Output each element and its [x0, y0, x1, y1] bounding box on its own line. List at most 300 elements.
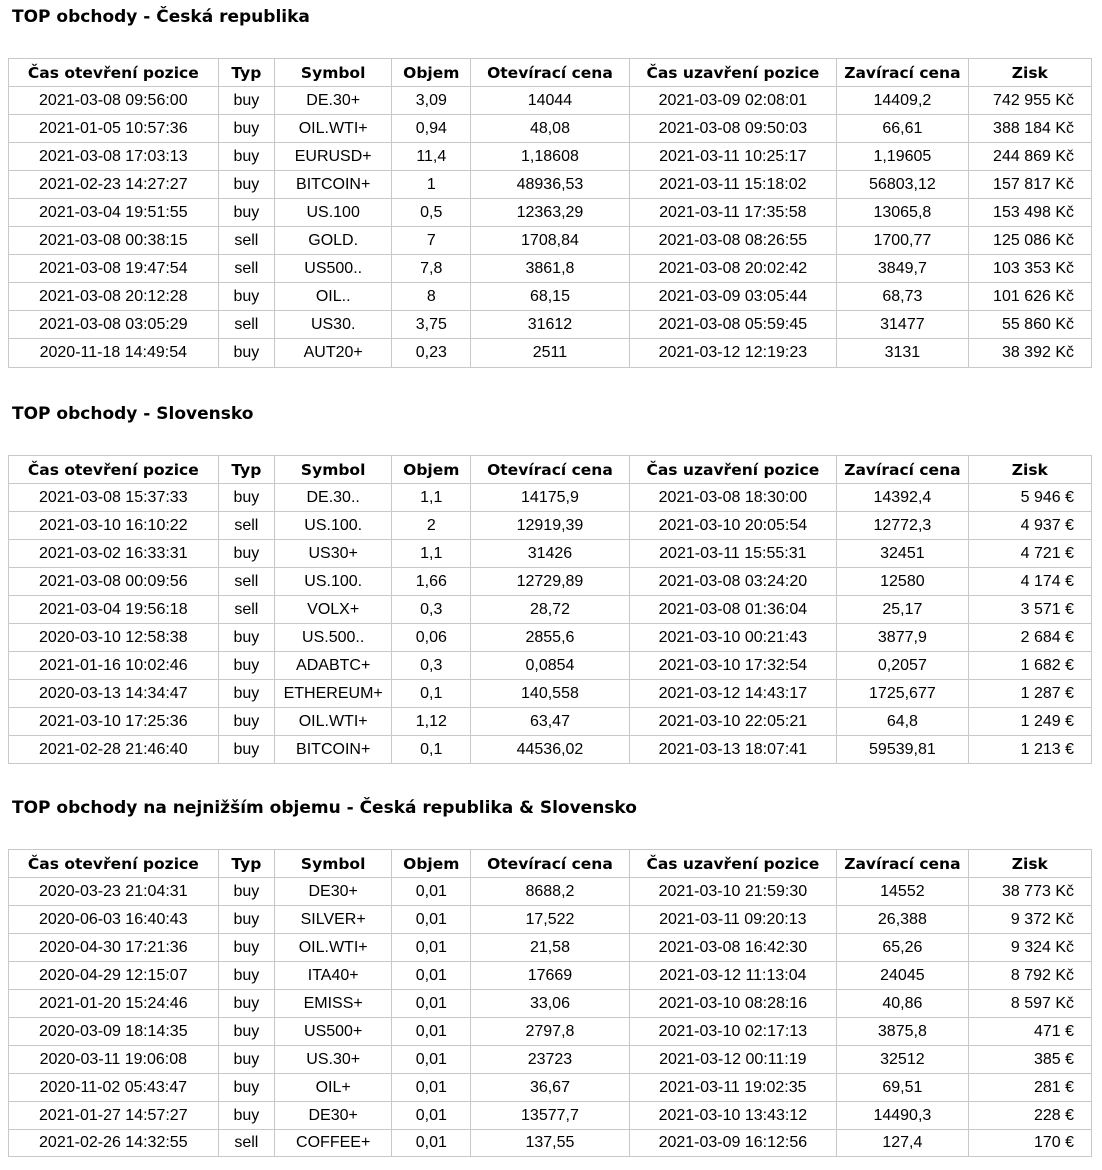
col-volume-cell: 2 — [392, 512, 471, 540]
col-close-price-cell: 1725,677 — [837, 680, 969, 708]
col-profit-cell: 5 946 € — [968, 484, 1091, 512]
col-open-time-cell: 2021-01-20 15:24:46 — [9, 990, 219, 1018]
col-symbol-cell: US.500.. — [275, 624, 392, 652]
col-open-time-cell: 2020-11-02 05:43:47 — [9, 1074, 219, 1102]
col-open-price-cell: 137,55 — [471, 1130, 629, 1157]
col-type-cell: sell — [218, 512, 275, 540]
section-title-lowest-volume: TOP obchody na nejnižším objemu - Česká republika & Slovensko — [12, 798, 637, 818]
col-type-cell: sell — [218, 227, 275, 255]
table-row — [9, 484, 1092, 512]
col-profit-cell: 385 € — [968, 1046, 1091, 1074]
col-close-price-header: Zavírací cena — [837, 59, 969, 87]
col-close-price-cell: 56803,12 — [837, 171, 969, 199]
col-close-time-cell: 2021-03-10 00:21:43 — [629, 624, 837, 652]
col-volume-cell: 3,09 — [392, 87, 471, 115]
col-symbol-header: Symbol — [275, 456, 392, 484]
col-close-price-cell: 40,86 — [837, 990, 969, 1018]
col-open-time-cell: 2021-01-16 10:02:46 — [9, 652, 219, 680]
col-type-cell: buy — [218, 624, 275, 652]
col-profit-header: Zisk — [968, 456, 1091, 484]
col-close-price-cell: 1,19605 — [837, 143, 969, 171]
col-volume-header: Objem — [392, 850, 471, 878]
col-symbol-cell: DE30+ — [275, 1102, 392, 1130]
col-open-price-cell: 3861,8 — [471, 255, 629, 283]
col-close-price-header: Zavírací cena — [837, 850, 969, 878]
col-close-time-header: Čas uzavření pozice — [629, 59, 837, 87]
col-profit-cell: 101 626 Kč — [968, 283, 1091, 311]
col-open-price-cell: 12363,29 — [471, 199, 629, 227]
col-volume-cell: 0,01 — [392, 962, 471, 990]
col-open-time-cell: 2021-03-08 20:12:28 — [9, 283, 219, 311]
col-type-header: Typ — [218, 850, 275, 878]
col-profit-cell: 742 955 Kč — [968, 87, 1091, 115]
col-open-time-cell: 2021-02-26 14:32:55 — [9, 1130, 219, 1157]
header-row — [9, 456, 1092, 484]
col-open-price-cell: 8688,2 — [471, 878, 629, 906]
col-profit-cell: 157 817 Kč — [968, 171, 1091, 199]
table-row — [9, 227, 1092, 255]
col-type-cell: buy — [218, 1018, 275, 1046]
col-type-cell: buy — [218, 87, 275, 115]
table-row — [9, 962, 1092, 990]
col-volume-cell: 0,23 — [392, 339, 471, 368]
col-open-price-cell: 2855,6 — [471, 624, 629, 652]
col-open-time-cell: 2020-03-09 18:14:35 — [9, 1018, 219, 1046]
col-close-price-cell: 3877,9 — [837, 624, 969, 652]
col-open-price-cell: 13577,7 — [471, 1102, 629, 1130]
col-close-price-cell: 12580 — [837, 568, 969, 596]
col-symbol-cell: OIL.. — [275, 283, 392, 311]
col-close-time-cell: 2021-03-08 16:42:30 — [629, 934, 837, 962]
col-open-time-cell: 2020-04-30 17:21:36 — [9, 934, 219, 962]
col-symbol-cell: EURUSD+ — [275, 143, 392, 171]
col-type-cell: buy — [218, 962, 275, 990]
col-profit-cell: 3 571 € — [968, 596, 1091, 624]
col-open-price-cell: 2511 — [471, 339, 629, 368]
col-open-price-cell: 1,18608 — [471, 143, 629, 171]
col-type-cell: buy — [218, 484, 275, 512]
col-profit-cell: 38 392 Kč — [968, 339, 1091, 368]
col-open-price-cell: 14044 — [471, 87, 629, 115]
col-close-price-header: Zavírací cena — [837, 456, 969, 484]
col-volume-cell: 0,3 — [392, 596, 471, 624]
table-row — [9, 652, 1092, 680]
col-symbol-cell: EMISS+ — [275, 990, 392, 1018]
col-profit-cell: 388 184 Kč — [968, 115, 1091, 143]
col-volume-cell: 0,01 — [392, 1102, 471, 1130]
col-volume-cell: 7 — [392, 227, 471, 255]
col-close-price-cell: 14392,4 — [837, 484, 969, 512]
col-open-price-cell: 68,15 — [471, 283, 629, 311]
col-open-time-cell: 2020-03-23 21:04:31 — [9, 878, 219, 906]
col-close-time-cell: 2021-03-10 22:05:21 — [629, 708, 837, 736]
col-symbol-header: Symbol — [275, 59, 392, 87]
col-volume-cell: 0,1 — [392, 680, 471, 708]
col-open-time-cell: 2020-03-13 14:34:47 — [9, 680, 219, 708]
col-close-time-cell: 2021-03-11 17:35:58 — [629, 199, 837, 227]
col-type-cell: buy — [218, 199, 275, 227]
col-open-time-cell: 2020-03-10 12:58:38 — [9, 624, 219, 652]
col-open-price-cell: 12729,89 — [471, 568, 629, 596]
col-open-time-cell: 2021-03-02 16:33:31 — [9, 540, 219, 568]
col-symbol-cell: US.30+ — [275, 1046, 392, 1074]
col-type-cell: buy — [218, 283, 275, 311]
col-type-cell: buy — [218, 143, 275, 171]
table-row — [9, 339, 1092, 368]
col-type-cell: buy — [218, 540, 275, 568]
col-close-time-cell: 2021-03-11 10:25:17 — [629, 143, 837, 171]
table-row — [9, 990, 1092, 1018]
col-open-price-cell: 2797,8 — [471, 1018, 629, 1046]
col-volume-cell: 0,01 — [392, 1130, 471, 1157]
col-open-time-cell: 2021-03-10 17:25:36 — [9, 708, 219, 736]
col-open-price-cell: 21,58 — [471, 934, 629, 962]
col-open-price-cell: 12919,39 — [471, 512, 629, 540]
col-open-time-header: Čas otevření pozice — [9, 456, 219, 484]
col-close-time-cell: 2021-03-08 03:24:20 — [629, 568, 837, 596]
table-row — [9, 143, 1092, 171]
table-row — [9, 1130, 1092, 1157]
col-type-cell: sell — [218, 1130, 275, 1157]
col-symbol-cell: ADABTC+ — [275, 652, 392, 680]
col-close-price-cell: 69,51 — [837, 1074, 969, 1102]
col-symbol-cell: VOLX+ — [275, 596, 392, 624]
col-open-time-cell: 2021-03-08 00:38:15 — [9, 227, 219, 255]
table-row — [9, 311, 1092, 339]
col-volume-cell: 0,5 — [392, 199, 471, 227]
header-row — [9, 59, 1092, 87]
col-close-time-cell: 2021-03-10 08:28:16 — [629, 990, 837, 1018]
col-close-price-cell: 68,73 — [837, 283, 969, 311]
col-type-cell: buy — [218, 680, 275, 708]
col-symbol-cell: ETHEREUM+ — [275, 680, 392, 708]
section-title-cz: TOP obchody - Česká republika — [12, 7, 310, 27]
col-open-time-header: Čas otevření pozice — [9, 59, 219, 87]
col-open-time-cell: 2021-01-05 10:57:36 — [9, 115, 219, 143]
col-symbol-cell: US.100. — [275, 568, 392, 596]
section-title-sk: TOP obchody - Slovensko — [12, 404, 254, 424]
table-row — [9, 199, 1092, 227]
col-symbol-cell: US500+ — [275, 1018, 392, 1046]
col-profit-cell: 4 937 € — [968, 512, 1091, 540]
table-row — [9, 540, 1092, 568]
col-volume-cell: 0,01 — [392, 878, 471, 906]
col-profit-cell: 1 287 € — [968, 680, 1091, 708]
col-open-time-cell: 2021-03-08 19:47:54 — [9, 255, 219, 283]
col-close-price-cell: 26,388 — [837, 906, 969, 934]
col-symbol-cell: BITCOIN+ — [275, 736, 392, 764]
col-close-price-cell: 25,17 — [837, 596, 969, 624]
col-volume-cell: 0,01 — [392, 990, 471, 1018]
col-volume-cell: 0,01 — [392, 1074, 471, 1102]
col-close-price-cell: 12772,3 — [837, 512, 969, 540]
col-open-price-cell: 14175,9 — [471, 484, 629, 512]
col-volume-cell: 1,1 — [392, 540, 471, 568]
col-symbol-cell: OIL.WTI+ — [275, 115, 392, 143]
col-close-time-cell: 2021-03-10 13:43:12 — [629, 1102, 837, 1130]
col-volume-cell: 1,66 — [392, 568, 471, 596]
table-row — [9, 708, 1092, 736]
col-close-time-cell: 2021-03-11 15:55:31 — [629, 540, 837, 568]
table-row — [9, 568, 1092, 596]
col-volume-cell: 8 — [392, 283, 471, 311]
col-close-time-cell: 2021-03-12 14:43:17 — [629, 680, 837, 708]
col-open-price-header: Otevírací cena — [471, 456, 629, 484]
col-profit-cell: 4 721 € — [968, 540, 1091, 568]
col-profit-cell: 125 086 Kč — [968, 227, 1091, 255]
col-volume-cell: 0,3 — [392, 652, 471, 680]
col-profit-cell: 2 684 € — [968, 624, 1091, 652]
col-close-time-cell: 2021-03-10 20:05:54 — [629, 512, 837, 540]
col-profit-cell: 103 353 Kč — [968, 255, 1091, 283]
col-type-header: Typ — [218, 456, 275, 484]
col-volume-cell: 0,01 — [392, 934, 471, 962]
col-open-time-cell: 2021-03-08 15:37:33 — [9, 484, 219, 512]
col-close-time-header: Čas uzavření pozice — [629, 456, 837, 484]
col-volume-cell: 0,01 — [392, 906, 471, 934]
col-type-cell: buy — [218, 339, 275, 368]
col-profit-cell: 8 597 Kč — [968, 990, 1091, 1018]
col-symbol-cell: OIL+ — [275, 1074, 392, 1102]
col-close-price-cell: 32451 — [837, 540, 969, 568]
col-open-time-cell: 2021-03-08 17:03:13 — [9, 143, 219, 171]
col-open-time-cell: 2021-03-08 03:05:29 — [9, 311, 219, 339]
col-symbol-cell: US500.. — [275, 255, 392, 283]
col-close-time-cell: 2021-03-13 18:07:41 — [629, 736, 837, 764]
col-open-time-cell: 2021-01-27 14:57:27 — [9, 1102, 219, 1130]
col-profit-cell: 38 773 Kč — [968, 878, 1091, 906]
col-volume-header: Objem — [392, 456, 471, 484]
col-type-cell: sell — [218, 255, 275, 283]
col-open-time-cell: 2020-04-29 12:15:07 — [9, 962, 219, 990]
col-close-price-cell: 0,2057 — [837, 652, 969, 680]
col-open-price-cell: 1708,84 — [471, 227, 629, 255]
table-row — [9, 283, 1092, 311]
col-open-time-header: Čas otevření pozice — [9, 850, 219, 878]
trades-table-sk — [8, 455, 1092, 764]
table-row — [9, 596, 1092, 624]
col-volume-cell: 11,4 — [392, 143, 471, 171]
col-close-time-cell: 2021-03-10 17:32:54 — [629, 652, 837, 680]
col-close-time-cell: 2021-03-12 00:11:19 — [629, 1046, 837, 1074]
col-close-price-cell: 3875,8 — [837, 1018, 969, 1046]
col-volume-cell: 1,12 — [392, 708, 471, 736]
col-close-time-header: Čas uzavření pozice — [629, 850, 837, 878]
table-row — [9, 115, 1092, 143]
col-profit-cell: 4 174 € — [968, 568, 1091, 596]
col-symbol-cell: SILVER+ — [275, 906, 392, 934]
col-type-cell: buy — [218, 115, 275, 143]
table-row — [9, 512, 1092, 540]
col-open-time-cell: 2021-03-04 19:51:55 — [9, 199, 219, 227]
col-profit-header: Zisk — [968, 850, 1091, 878]
col-open-time-cell: 2021-03-08 09:56:00 — [9, 87, 219, 115]
table-row — [9, 87, 1092, 115]
header-row — [9, 850, 1092, 878]
col-open-price-header: Otevírací cena — [471, 59, 629, 87]
table-row — [9, 878, 1092, 906]
col-volume-cell: 0,94 — [392, 115, 471, 143]
col-open-price-cell: 28,72 — [471, 596, 629, 624]
col-close-price-cell: 66,61 — [837, 115, 969, 143]
col-close-price-cell: 31477 — [837, 311, 969, 339]
table-row — [9, 1074, 1092, 1102]
col-symbol-header: Symbol — [275, 850, 392, 878]
col-symbol-cell: AUT20+ — [275, 339, 392, 368]
col-profit-cell: 55 860 Kč — [968, 311, 1091, 339]
col-symbol-cell: ITA40+ — [275, 962, 392, 990]
col-open-price-cell: 17669 — [471, 962, 629, 990]
col-volume-cell: 0,06 — [392, 624, 471, 652]
table-row — [9, 624, 1092, 652]
col-profit-header: Zisk — [968, 59, 1091, 87]
col-open-time-cell: 2021-03-04 19:56:18 — [9, 596, 219, 624]
col-volume-header: Objem — [392, 59, 471, 87]
col-close-time-cell: 2021-03-08 01:36:04 — [629, 596, 837, 624]
col-profit-cell: 8 792 Kč — [968, 962, 1091, 990]
table-row — [9, 255, 1092, 283]
col-volume-cell: 0,01 — [392, 1018, 471, 1046]
table-row — [9, 680, 1092, 708]
col-volume-cell: 0,1 — [392, 736, 471, 764]
col-open-time-cell: 2020-06-03 16:40:43 — [9, 906, 219, 934]
col-symbol-cell: US.100 — [275, 199, 392, 227]
col-symbol-cell: US.100. — [275, 512, 392, 540]
col-type-cell: sell — [218, 311, 275, 339]
col-close-time-cell: 2021-03-09 02:08:01 — [629, 87, 837, 115]
col-profit-cell: 1 682 € — [968, 652, 1091, 680]
col-type-cell: sell — [218, 596, 275, 624]
table-row — [9, 1102, 1092, 1130]
col-profit-cell: 1 213 € — [968, 736, 1091, 764]
col-open-time-cell: 2020-11-18 14:49:54 — [9, 339, 219, 368]
col-symbol-cell: DE.30+ — [275, 87, 392, 115]
col-type-cell: buy — [218, 736, 275, 764]
col-volume-cell: 1 — [392, 171, 471, 199]
col-open-time-cell: 2021-02-23 14:27:27 — [9, 171, 219, 199]
table-row — [9, 171, 1092, 199]
table-row — [9, 1046, 1092, 1074]
table-row — [9, 934, 1092, 962]
col-type-cell: buy — [218, 171, 275, 199]
col-close-time-cell: 2021-03-10 21:59:30 — [629, 878, 837, 906]
col-close-price-cell: 1700,77 — [837, 227, 969, 255]
col-symbol-cell: DE30+ — [275, 878, 392, 906]
col-close-price-cell: 14552 — [837, 878, 969, 906]
col-close-price-cell: 65,26 — [837, 934, 969, 962]
col-type-header: Typ — [218, 59, 275, 87]
col-open-time-cell: 2020-03-11 19:06:08 — [9, 1046, 219, 1074]
col-profit-cell: 9 324 Kč — [968, 934, 1091, 962]
col-open-price-header: Otevírací cena — [471, 850, 629, 878]
col-open-price-cell: 17,522 — [471, 906, 629, 934]
col-type-cell: sell — [218, 568, 275, 596]
col-close-time-cell: 2021-03-08 05:59:45 — [629, 311, 837, 339]
col-close-price-cell: 13065,8 — [837, 199, 969, 227]
col-symbol-cell: BITCOIN+ — [275, 171, 392, 199]
col-open-time-cell: 2021-03-10 16:10:22 — [9, 512, 219, 540]
table-row — [9, 1018, 1092, 1046]
col-type-cell: buy — [218, 1102, 275, 1130]
col-open-price-cell: 23723 — [471, 1046, 629, 1074]
col-symbol-cell: OIL.WTI+ — [275, 708, 392, 736]
col-type-cell: buy — [218, 1046, 275, 1074]
col-close-time-cell: 2021-03-08 08:26:55 — [629, 227, 837, 255]
trades-table-cz — [8, 58, 1092, 368]
col-open-price-cell: 44536,02 — [471, 736, 629, 764]
col-type-cell: buy — [218, 934, 275, 962]
col-profit-cell: 244 869 Kč — [968, 143, 1091, 171]
col-open-price-cell: 36,67 — [471, 1074, 629, 1102]
col-close-price-cell: 24045 — [837, 962, 969, 990]
col-close-time-cell: 2021-03-08 09:50:03 — [629, 115, 837, 143]
col-close-time-cell: 2021-03-11 09:20:13 — [629, 906, 837, 934]
col-open-price-cell: 33,06 — [471, 990, 629, 1018]
col-type-cell: buy — [218, 1074, 275, 1102]
col-open-price-cell: 63,47 — [471, 708, 629, 736]
col-profit-cell: 1 249 € — [968, 708, 1091, 736]
col-close-time-cell: 2021-03-11 19:02:35 — [629, 1074, 837, 1102]
col-open-time-cell: 2021-03-08 00:09:56 — [9, 568, 219, 596]
col-close-price-cell: 14490,3 — [837, 1102, 969, 1130]
col-close-price-cell: 64,8 — [837, 708, 969, 736]
col-open-time-cell: 2021-02-28 21:46:40 — [9, 736, 219, 764]
col-close-time-cell: 2021-03-08 20:02:42 — [629, 255, 837, 283]
col-profit-cell: 9 372 Kč — [968, 906, 1091, 934]
col-open-price-cell: 48,08 — [471, 115, 629, 143]
col-open-price-cell: 31612 — [471, 311, 629, 339]
col-type-cell: buy — [218, 906, 275, 934]
col-volume-cell: 7,8 — [392, 255, 471, 283]
col-open-price-cell: 31426 — [471, 540, 629, 568]
col-volume-cell: 0,01 — [392, 1046, 471, 1074]
col-profit-cell: 153 498 Kč — [968, 199, 1091, 227]
col-close-price-cell: 32512 — [837, 1046, 969, 1074]
col-close-price-cell: 14409,2 — [837, 87, 969, 115]
col-volume-cell: 3,75 — [392, 311, 471, 339]
col-open-price-cell: 48936,53 — [471, 171, 629, 199]
col-symbol-cell: COFFEE+ — [275, 1130, 392, 1157]
col-profit-cell: 170 € — [968, 1130, 1091, 1157]
col-profit-cell: 471 € — [968, 1018, 1091, 1046]
col-symbol-cell: OIL.WTI+ — [275, 934, 392, 962]
col-symbol-cell: US30+ — [275, 540, 392, 568]
col-type-cell: buy — [218, 708, 275, 736]
col-close-time-cell: 2021-03-08 18:30:00 — [629, 484, 837, 512]
trades-table-lowest-volume — [8, 849, 1092, 1157]
col-close-time-cell: 2021-03-12 12:19:23 — [629, 339, 837, 368]
col-close-price-cell: 3131 — [837, 339, 969, 368]
col-symbol-cell: US30. — [275, 311, 392, 339]
table-row — [9, 736, 1092, 764]
col-open-price-cell: 140,558 — [471, 680, 629, 708]
col-profit-cell: 281 € — [968, 1074, 1091, 1102]
col-close-time-cell: 2021-03-12 11:13:04 — [629, 962, 837, 990]
col-close-time-cell: 2021-03-09 03:05:44 — [629, 283, 837, 311]
col-symbol-cell: GOLD. — [275, 227, 392, 255]
table-row — [9, 906, 1092, 934]
col-close-time-cell: 2021-03-11 15:18:02 — [629, 171, 837, 199]
col-close-price-cell: 127,4 — [837, 1130, 969, 1157]
col-close-price-cell: 3849,7 — [837, 255, 969, 283]
col-close-price-cell: 59539,81 — [837, 736, 969, 764]
col-close-time-cell: 2021-03-09 16:12:56 — [629, 1130, 837, 1157]
col-type-cell: buy — [218, 990, 275, 1018]
col-symbol-cell: DE.30.. — [275, 484, 392, 512]
col-type-cell: buy — [218, 878, 275, 906]
col-profit-cell: 228 € — [968, 1102, 1091, 1130]
col-type-cell: buy — [218, 652, 275, 680]
